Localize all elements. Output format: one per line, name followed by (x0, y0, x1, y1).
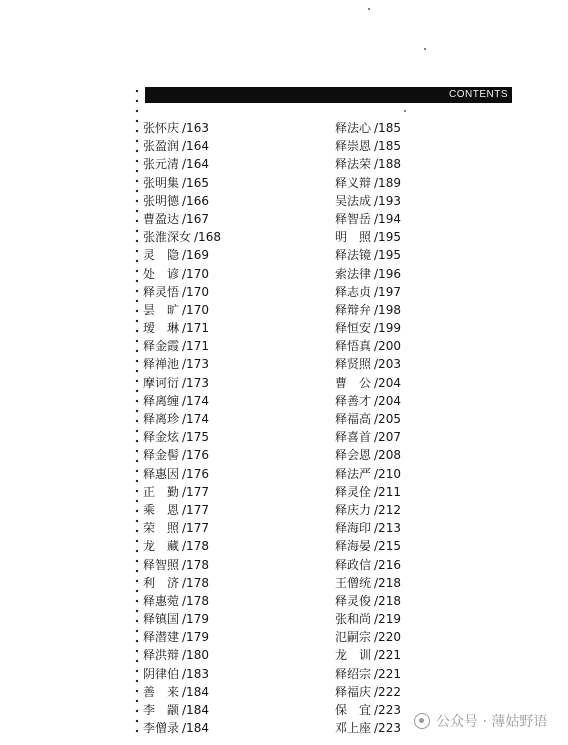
toc-entry (335, 192, 401, 210)
entry-page: /210 (374, 466, 401, 481)
entry-name: 邓上座 (335, 721, 372, 736)
entry-page: /200 (374, 339, 401, 354)
entry-name: 释会恩 (335, 448, 372, 463)
entry-name: 保 宜 (335, 703, 372, 717)
entry-page: /166 (182, 193, 209, 208)
entry-name: 释洪辩 (143, 648, 180, 663)
entry-page: /212 (374, 502, 401, 517)
entry-name: 龙 训 (335, 648, 372, 663)
entry-name: 索法律 (335, 266, 372, 281)
toc-entry (335, 355, 401, 373)
entry-page: /193 (374, 193, 401, 208)
entry-name: 释智照 (143, 557, 180, 572)
toc-entry (335, 228, 401, 246)
toc-left-column (143, 119, 221, 737)
entry-name: 释喜首 (335, 430, 372, 445)
entry-page: /216 (374, 557, 401, 572)
entry-page: /195 (374, 230, 401, 245)
toc-entry (143, 665, 221, 683)
toc-entry (143, 683, 221, 701)
entry-page: /170 (182, 266, 209, 281)
toc-entry (335, 374, 401, 392)
entry-page: /184 (182, 721, 209, 736)
toc-entry (143, 428, 221, 446)
entry-name: 释海印 (335, 521, 372, 536)
entry-name: 释善才 (335, 393, 372, 408)
entry-page: /207 (374, 430, 401, 445)
entry-name: 释法荣 (335, 157, 372, 172)
toc-entry (143, 155, 221, 173)
toc-entry (143, 465, 221, 483)
entry-page: /178 (182, 593, 209, 608)
entry-name: 龙 藏 (143, 539, 180, 554)
toc-entry (143, 355, 221, 373)
entry-page: /170 (182, 302, 209, 317)
toc-entry (335, 683, 401, 701)
toc-entry (143, 483, 221, 501)
entry-page: /176 (182, 448, 209, 463)
entry-page: /184 (182, 684, 209, 699)
entry-page: /171 (182, 339, 209, 354)
toc-entry (143, 265, 221, 283)
dotted-margin-rule (135, 86, 139, 738)
toc-entry (143, 556, 221, 574)
toc-entry (335, 319, 401, 337)
entry-page: /194 (374, 211, 401, 226)
scan-speck (368, 8, 370, 10)
entry-name: 释灵悟 (143, 284, 180, 299)
entry-name: 瑷 琳 (143, 321, 180, 336)
entry-name: 张明集 (143, 175, 180, 190)
entry-name: 乘 恩 (143, 502, 180, 517)
entry-page: /178 (182, 557, 209, 572)
entry-page: /211 (374, 484, 401, 499)
entry-name: 释辩弁 (335, 302, 372, 317)
entry-name: 释法严 (335, 466, 372, 481)
entry-name: 释志贞 (335, 284, 372, 299)
entry-page: /183 (182, 666, 209, 681)
toc-entry (143, 119, 221, 137)
toc-entry (335, 119, 401, 137)
toc-entry (335, 392, 401, 410)
entry-page: /170 (182, 284, 209, 299)
toc-entry (143, 337, 221, 355)
entry-name: 释贤照 (335, 357, 372, 372)
entry-name: 吴法成 (335, 193, 372, 208)
toc-entry (143, 301, 221, 319)
entry-page: /215 (374, 539, 401, 554)
entry-name: 释禅池 (143, 357, 180, 372)
entry-name: 释恒安 (335, 321, 372, 336)
scan-speck (404, 110, 406, 112)
entry-name: 张和尚 (335, 612, 372, 627)
entry-name: 曹 公 (335, 375, 372, 390)
toc-entry (335, 465, 401, 483)
entry-name: 释智岳 (335, 211, 372, 226)
wechat-icon (414, 713, 430, 729)
toc-entry (335, 537, 401, 555)
entry-name: 处 谚 (143, 266, 180, 281)
entry-page: /223 (374, 703, 401, 717)
toc-entry (335, 155, 401, 173)
toc-entry (335, 301, 401, 319)
toc-entry (143, 392, 221, 410)
toc-entry (143, 228, 221, 246)
entry-page: /222 (374, 684, 401, 699)
toc-entry (335, 428, 401, 446)
entry-page: /175 (182, 430, 209, 445)
entry-page: /177 (182, 484, 209, 499)
entry-page: /167 (182, 211, 209, 226)
entry-name: 释灵佺 (335, 484, 372, 499)
entry-name: 释惠菀 (143, 593, 180, 608)
toc-entry (335, 446, 401, 464)
entry-name: 氾嗣宗 (335, 630, 372, 645)
entry-page: /185 (374, 139, 401, 154)
entry-name: 释潜建 (143, 630, 180, 645)
entry-page: /164 (182, 139, 209, 154)
toc-entry (335, 556, 401, 574)
entry-name: 明 照 (335, 230, 372, 245)
entry-name: 善 来 (143, 684, 180, 699)
entry-name: 荣 照 (143, 521, 180, 536)
toc-entry (335, 592, 401, 610)
toc-entry (143, 192, 221, 210)
entry-page: /178 (182, 575, 209, 590)
entry-page: /219 (374, 612, 401, 627)
entry-name: 曹盈达 (143, 211, 180, 226)
toc-entry (143, 501, 221, 519)
toc-entry (143, 519, 221, 537)
entry-page: /171 (182, 321, 209, 336)
entry-page: /205 (374, 412, 401, 426)
entry-name: 释金霞 (143, 339, 180, 354)
toc-entry (143, 574, 221, 592)
entry-page: /204 (374, 393, 401, 408)
toc-entry (335, 501, 401, 519)
toc-entry (335, 519, 401, 537)
toc-entry (143, 610, 221, 628)
entry-page: /218 (374, 575, 401, 590)
toc-entry (335, 610, 401, 628)
entry-page: /221 (374, 666, 401, 681)
entry-page: /218 (374, 593, 401, 608)
toc-entry (335, 665, 401, 683)
entry-name: 释崇恩 (335, 139, 372, 154)
entry-page: /184 (182, 703, 209, 717)
entry-page: /221 (374, 648, 401, 663)
entry-page: /223 (374, 721, 401, 736)
watermark-text: 公众号 · 薄姑野语 (436, 714, 548, 730)
toc-entry (335, 719, 401, 737)
entry-page: /177 (182, 502, 209, 517)
entry-name: 张元清 (143, 157, 180, 172)
entry-page: /198 (374, 302, 401, 317)
entry-page: /173 (182, 357, 209, 372)
entry-name: 释庆力 (335, 502, 372, 517)
toc-entry (143, 137, 221, 155)
entry-page: /188 (374, 157, 401, 172)
entry-page: /168 (194, 230, 221, 245)
toc-entry (143, 628, 221, 646)
toc-right-column (335, 119, 401, 737)
entry-name: 释政信 (335, 557, 372, 572)
entry-page: /164 (182, 157, 209, 172)
entry-page: /195 (374, 248, 401, 263)
entry-page: /176 (182, 466, 209, 481)
toc-entry (335, 628, 401, 646)
entry-page: /196 (374, 266, 401, 281)
entry-name: 利 济 (143, 575, 180, 590)
entry-name: 李 颛 (143, 703, 180, 717)
entry-name: 昙 旷 (143, 302, 180, 317)
entry-page: /180 (182, 648, 209, 663)
entry-name: 释义辩 (335, 175, 372, 190)
entry-page: /163 (182, 121, 209, 135)
toc-entry (143, 537, 221, 555)
entry-page: /220 (374, 630, 401, 645)
entry-page: /185 (374, 121, 401, 135)
toc-entry (335, 410, 401, 428)
toc-entry (335, 265, 401, 283)
entry-page: /177 (182, 521, 209, 536)
entry-name: 释法镜 (335, 248, 372, 263)
scan-speck (424, 48, 426, 50)
entry-name: 释惠因 (143, 466, 180, 481)
entry-name: 释绍宗 (335, 666, 372, 681)
toc-entry (143, 174, 221, 192)
toc-entry (143, 410, 221, 428)
entry-page: /174 (182, 393, 209, 408)
entry-name: 释福高 (335, 412, 372, 426)
entry-page: /208 (374, 448, 401, 463)
entry-page: /203 (374, 357, 401, 372)
toc-entry (335, 646, 401, 664)
entry-page: /178 (182, 539, 209, 554)
entry-page: /204 (374, 375, 401, 390)
entry-page: /179 (182, 612, 209, 627)
toc-entry (335, 283, 401, 301)
entry-name: 释离珍 (143, 412, 180, 426)
entry-name: 张怀庆 (143, 121, 180, 135)
entry-name: 释海晏 (335, 539, 372, 554)
toc-entry (143, 701, 221, 719)
entry-name: 释灵俊 (335, 593, 372, 608)
entry-page: /174 (182, 412, 209, 426)
toc-entry (143, 646, 221, 664)
toc-entry (335, 137, 401, 155)
toc-entry (335, 246, 401, 264)
entry-name: 张盈润 (143, 139, 180, 154)
toc-entry (143, 283, 221, 301)
toc-entry (143, 210, 221, 228)
entry-name: 王僧统 (335, 575, 372, 590)
entry-name: 释福庆 (335, 684, 372, 699)
entry-page: /169 (182, 248, 209, 263)
toc-entry (335, 210, 401, 228)
entry-name: 释悟真 (335, 339, 372, 354)
entry-page: /199 (374, 321, 401, 336)
toc-entry (143, 719, 221, 737)
entry-name: 摩诃衍 (143, 375, 180, 390)
toc-entry (143, 592, 221, 610)
watermark (414, 710, 547, 732)
entry-name: 李僧录 (143, 721, 180, 736)
entry-page: /197 (374, 284, 401, 299)
entry-name: 释金炫 (143, 430, 180, 445)
entry-name: 张明德 (143, 193, 180, 208)
entry-page: /179 (182, 630, 209, 645)
toc-entry (143, 446, 221, 464)
toc-entry (335, 701, 401, 719)
entry-name: 释离缠 (143, 393, 180, 408)
entry-page: /189 (374, 175, 401, 190)
entry-name: 释镇国 (143, 612, 180, 627)
entry-name: 释金髻 (143, 448, 180, 463)
entry-name: 释法心 (335, 121, 372, 135)
toc-entry (143, 374, 221, 392)
entry-name: 灵 隐 (143, 248, 180, 263)
contents-header-bar (145, 87, 512, 103)
toc-entry (143, 246, 221, 264)
entry-page: /165 (182, 175, 209, 190)
toc-entry (335, 337, 401, 355)
entry-page: /173 (182, 375, 209, 390)
toc-entry (143, 319, 221, 337)
entry-name: 正 勤 (143, 484, 180, 499)
toc-entry (335, 574, 401, 592)
contents-header-label: CONTENTS (449, 89, 508, 100)
entry-page: /213 (374, 521, 401, 536)
toc-entry (335, 174, 401, 192)
entry-name: 张淮深女 (143, 230, 192, 245)
toc-entry (335, 483, 401, 501)
entry-name: 阴律伯 (143, 666, 180, 681)
